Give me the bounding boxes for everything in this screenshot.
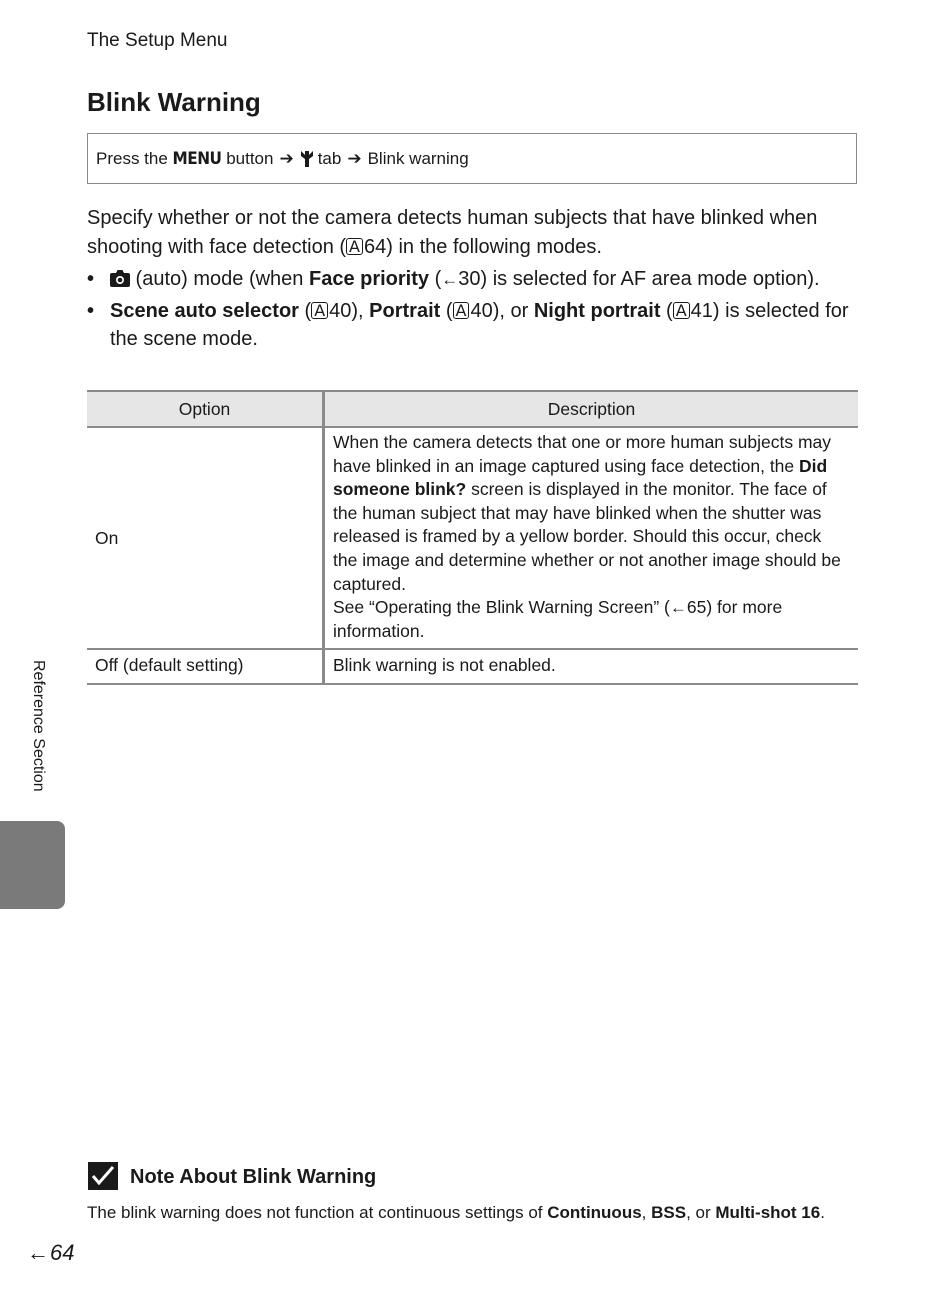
page-reference: 65 [686, 597, 707, 618]
menu-path-tab: tab [317, 148, 342, 168]
option-cell: Off (default setting) [87, 649, 324, 684]
note-bold: Continuous [547, 1203, 642, 1222]
list-text: ( [660, 300, 673, 322]
list-item [87, 265, 857, 294]
list-item [87, 297, 857, 353]
menu-path-target: Blink warning [367, 148, 469, 168]
list-bold: Portrait [369, 300, 441, 322]
options-table [87, 390, 858, 685]
page-number-value: 64 [50, 1240, 75, 1265]
option-cell: On [87, 427, 324, 649]
note-part: The blink warning does not function at continuous settings of [87, 1203, 548, 1222]
side-section-tab [0, 821, 65, 909]
list-text: ( [298, 300, 312, 322]
description-text [333, 431, 850, 596]
running-header: The Setup Menu [87, 30, 228, 51]
e-reference-icon: ← [441, 270, 456, 289]
list-text: ( [440, 300, 453, 322]
list-text: ), or [492, 300, 534, 322]
page-number [27, 1240, 74, 1266]
note-bold: Multi-shot 16 [715, 1203, 821, 1222]
list-text: ), [351, 300, 370, 322]
list-text: ) is selected for the scene mode. [110, 300, 849, 350]
list-text: ( [429, 268, 442, 290]
table-row [87, 427, 858, 649]
note-title: Note About Blink Warning [130, 1166, 377, 1188]
list-text: (auto) mode (when [130, 268, 309, 290]
camera-icon [110, 269, 130, 287]
arrow-right-icon: ➔ [347, 148, 362, 168]
arrow-right-icon: ➔ [279, 148, 294, 168]
page-reference-icon: A [311, 302, 328, 319]
menu-path-button: button [226, 148, 274, 168]
table-header-row [87, 391, 858, 427]
checkmark-note-icon [88, 1162, 118, 1190]
page-reference-icon: A [346, 238, 363, 255]
list-bold: Face priority [308, 268, 430, 290]
page-reference: 41 [690, 300, 713, 322]
list-bold: Night portrait [533, 300, 661, 322]
page-reference: 30 [458, 268, 481, 290]
menu-path-press: Press the [96, 148, 168, 168]
description-part: When the camera detects that one or more human subjects may have blinked in an image captured using face detection, the [333, 432, 832, 476]
table-row [87, 649, 858, 684]
note-part: , or [686, 1203, 716, 1222]
e-reference-icon: ← [27, 1240, 45, 1265]
page-reference: 64 [364, 236, 387, 258]
note-bold: BSS [651, 1203, 687, 1222]
description-text [333, 596, 850, 643]
intro-paragraph [87, 204, 857, 262]
description-part: screen is displayed in the monitor. The face of the human subject that may have blinked when the shutter was released is framed by a yellow border. Should this occur, check the image and determine whether or not another image should be captured. [333, 479, 841, 594]
column-header-description: Description [324, 391, 859, 427]
description-bold: Did someone blink? [333, 455, 828, 500]
wrench-icon [300, 151, 314, 167]
page-reference: 40 [470, 300, 493, 322]
description-part: ) for more information. [333, 597, 783, 641]
list-text: ) is selected for AF area mode option). [480, 268, 820, 290]
intro-text: Specify whether or not the camera detects human subjects that have blinked when shooting with face detection ( [87, 207, 818, 258]
description-part: See “Operating the Blink Warning Screen” ( [333, 597, 670, 618]
description-cell: Blink warning is not enabled. [324, 649, 859, 684]
note-text [87, 1203, 877, 1223]
note-part: , [641, 1203, 652, 1222]
page-reference: 40 [329, 300, 352, 322]
page-reference-icon: A [453, 302, 470, 319]
menu-path-box [87, 133, 857, 184]
page-reference-icon: A [673, 302, 690, 319]
intro-text: ) in the following modes. [386, 236, 602, 258]
side-section-label: Reference Section [30, 660, 47, 792]
page-title: Blink Warning [87, 87, 261, 117]
column-header-option: Option [87, 391, 324, 427]
description-cell [324, 427, 859, 649]
menu-key: MENU [172, 148, 222, 169]
list-bold: Scene auto selector [110, 300, 299, 322]
note-part: . [820, 1203, 825, 1222]
e-reference-icon: ← [669, 598, 684, 618]
mode-list [87, 265, 857, 356]
